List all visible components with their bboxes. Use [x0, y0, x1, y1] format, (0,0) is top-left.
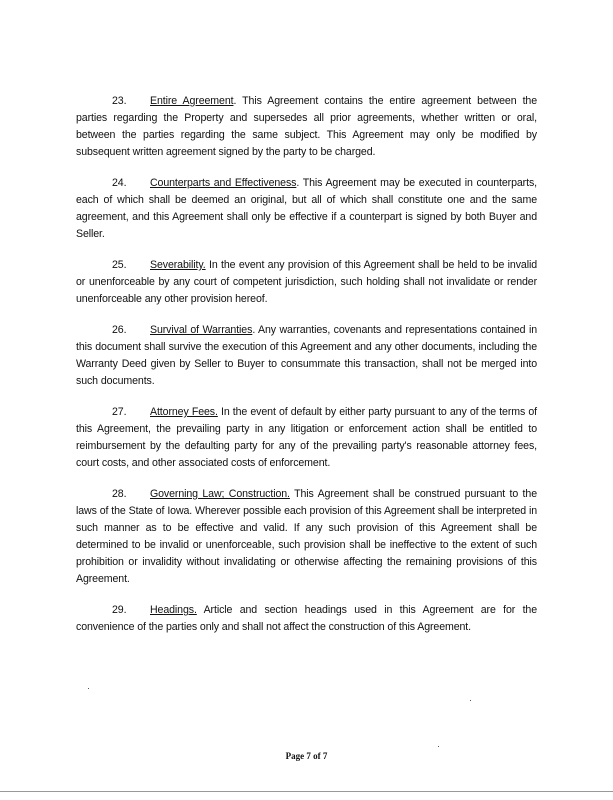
section-heading: Entire Agreement: [150, 95, 234, 107]
section-text: This Agreement shall be construed pursuant to the laws of the State of Iowa. Wherever possible each provision of this Agreement shall be interpreted in such manner as to be effective and valid. If any such provision of this Agreement shall be determined to be invalid or unenforceable, such provision shall be ineffective to the extent of such prohibition or invalidity without invalidating or otherwise affecting the remaining provisions of this Agreement.: [76, 488, 537, 585]
section-text: In the event of default by either party pursuant to any of the terms of this Agreement, the prevailing party in any litigation or enforcement action shall be entitled to reimbursement by the defaulting party for any of the prevailing party's reasonable attorney fees, court costs, and other associated costs of enforcement.: [76, 406, 537, 469]
section-heading: Counterparts and Effectiveness: [150, 177, 297, 189]
section-text: . This Agreement may be executed in counterparts, each of which shall be deemed an original, but all of which shall constitute one and the same agreement, and this Agreement shall only be effective if a counterpart is signed by both Buyer and Seller.: [76, 177, 537, 240]
section-25: [76, 257, 537, 308]
section-text: . This Agreement contains the entire agreement between the parties regarding the Property and supersedes all prior agreements, whether written or oral, between the parties regarding the same subject. This Agreement may only be modified by subsequent written agreement signed by the party to be charged.: [76, 95, 537, 158]
section-26: [76, 322, 537, 390]
section-number: 26.: [112, 324, 127, 336]
section-24: [76, 175, 537, 243]
section-text: Article and section headings used in this Agreement are for the convenience of the parties only and shall not affect the construction of this Agreement.: [76, 604, 537, 633]
section-number: 23.: [112, 95, 127, 107]
section-28: [76, 486, 537, 588]
section-23: [76, 93, 537, 161]
section-29: [76, 602, 537, 636]
section-heading: Attorney Fees.: [150, 406, 218, 418]
scan-speck: [88, 688, 89, 689]
section-heading: Severability.: [150, 259, 206, 271]
section-number: 27.: [112, 406, 127, 418]
section-number: 29.: [112, 604, 127, 616]
document-body: [76, 93, 537, 650]
section-heading: Headings.: [150, 604, 197, 616]
section-number: 24.: [112, 177, 127, 189]
scan-speck: [470, 700, 471, 701]
section-27: [76, 404, 537, 472]
section-text: In the event any provision of this Agreement shall be held to be invalid or unenforceable by any court of competent jurisdiction, such holding shall not invalidate or render unenforceable any other provision hereof.: [76, 259, 537, 305]
scan-speck: [438, 746, 439, 747]
section-text: . Any warranties, covenants and representations contained in this document shall survive the execution of this Agreement and any other documents, including the Warranty Deed given by Seller to Buyer to consummate this transaction, shall not be merged into such documents.: [76, 324, 537, 387]
section-heading: Governing Law; Construction.: [150, 488, 290, 500]
page-number: Page 7 of 7: [285, 751, 328, 761]
section-heading: Survival of Warranties: [150, 324, 253, 336]
section-number: 25.: [112, 259, 127, 271]
section-number: 28.: [112, 488, 127, 500]
scan-edge-line: [0, 791, 613, 792]
